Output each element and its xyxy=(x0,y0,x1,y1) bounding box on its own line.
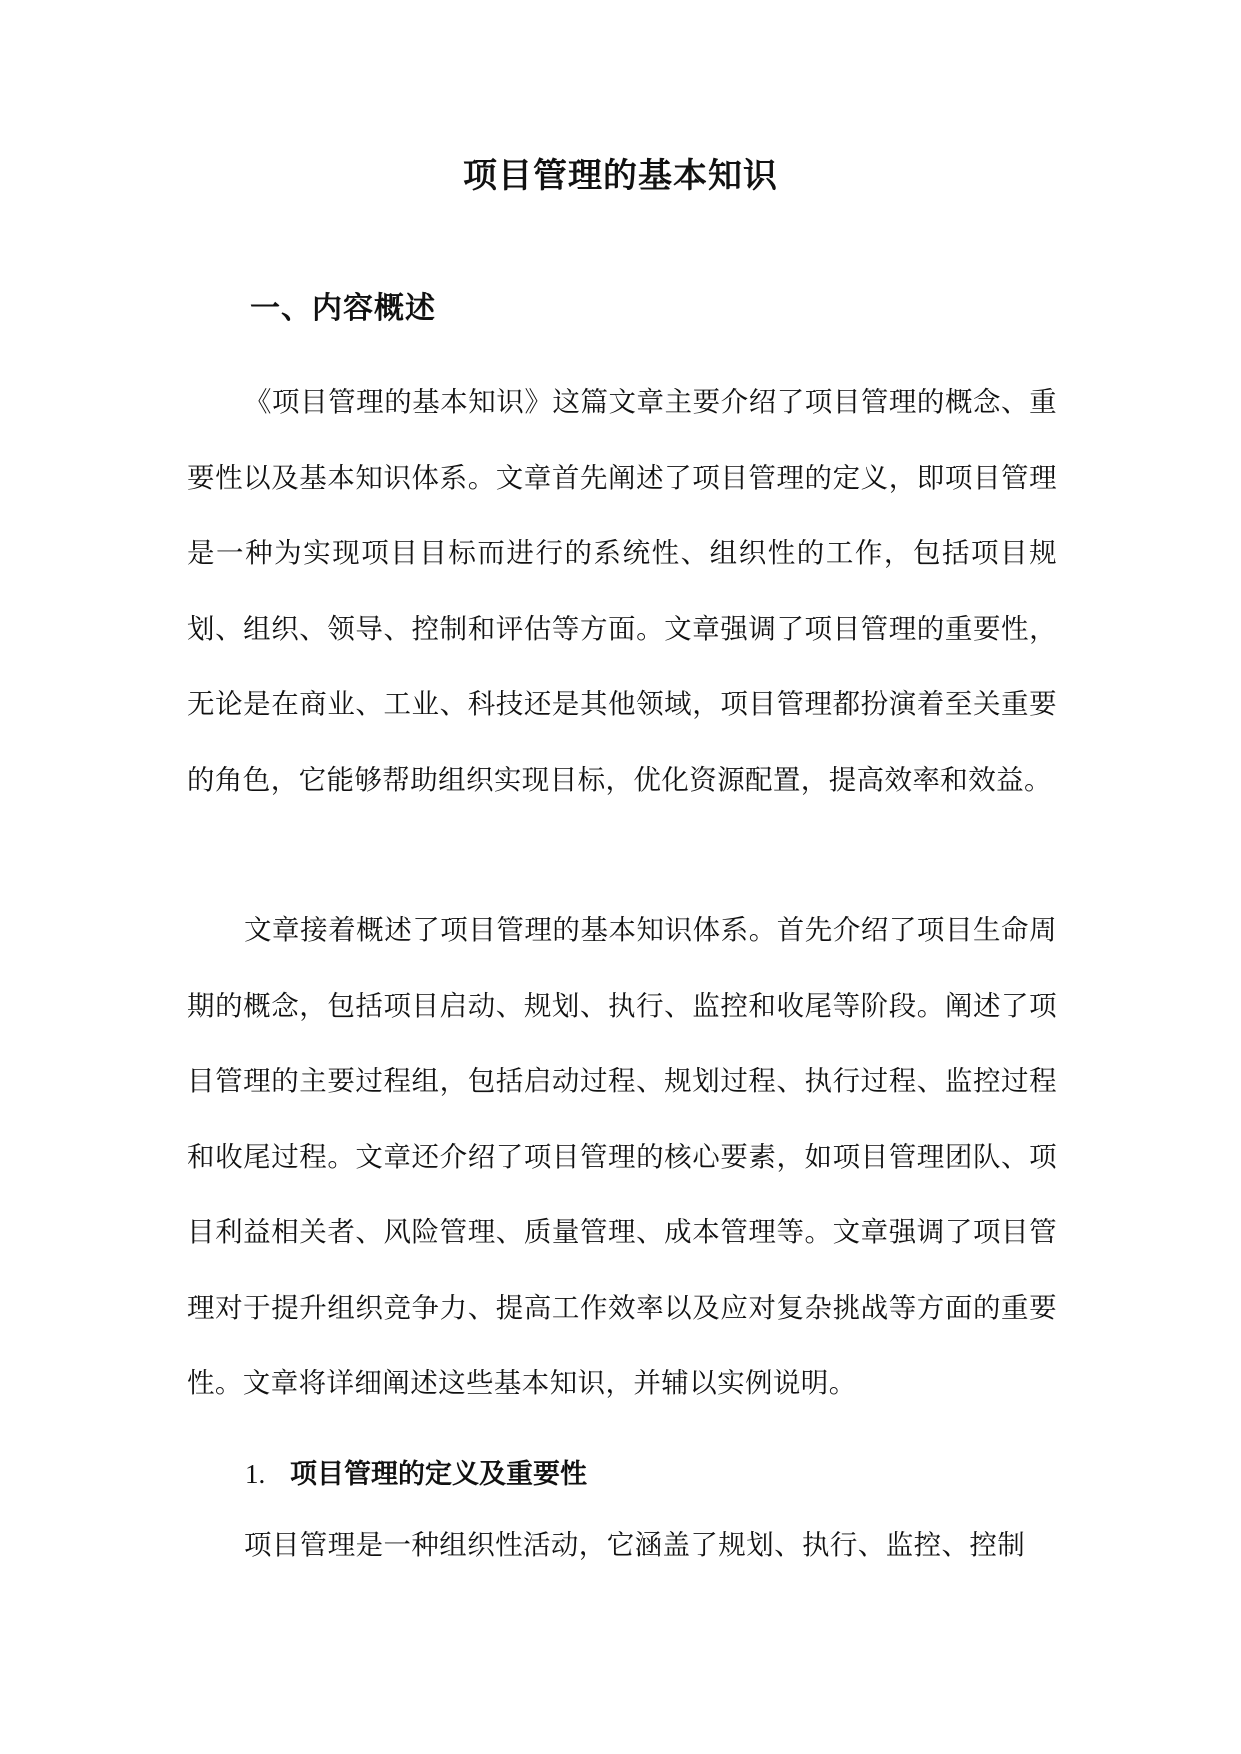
section-heading: 一、内容概述 xyxy=(250,291,436,326)
subsection-number: 1. xyxy=(245,1459,266,1489)
subsection-title: 项目管理的定义及重要性 xyxy=(290,1459,587,1490)
document-title: 项目管理的基本知识 xyxy=(463,156,778,196)
subsection-heading xyxy=(245,1452,587,1491)
paragraph-overview-2: 文章接着概述了项目管理的基本知识体系。首先介绍了项目生命周期的概念，包括项目启动、规划、执行、监控和收尾等阶段。阐述了项目管理的主要过程组，包括启动过程、规划过程、执行过程、监控过程和收尾过程。文章还介绍了项目管理的核心要素，如项目管理团队、项目利益相关者、风险管理、质量管理、成本管理等。文章强调了项目管理对于提升组织竞争力、提高工作效率以及应对复杂挑战等方面的重要性。文章将详细阐述这些基本知识，并辅以实例说明。 xyxy=(187,914,1057,1399)
paragraph-definition: 项目管理是一种组织性活动，它涵盖了规划、执行、监控、控制 xyxy=(244,1529,1026,1561)
paragraph-overview-1: 《项目管理的基本知识》这篇文章主要介绍了项目管理的概念、重要性以及基本知识体系。文章首先阐述了项目管理的定义，即项目管理是一种为实现项目目标而进行的系统性、组织性的工作，包括项目规划、组织、领导、控制和评估等方面。文章强调了项目管理的重要性，无论是在商业、工业、科技还是其他领域，项目管理都扮演着至关重要的角色，它能够帮助组织实现目标，优化资源配置，提高效率和效益。 xyxy=(187,386,1057,796)
